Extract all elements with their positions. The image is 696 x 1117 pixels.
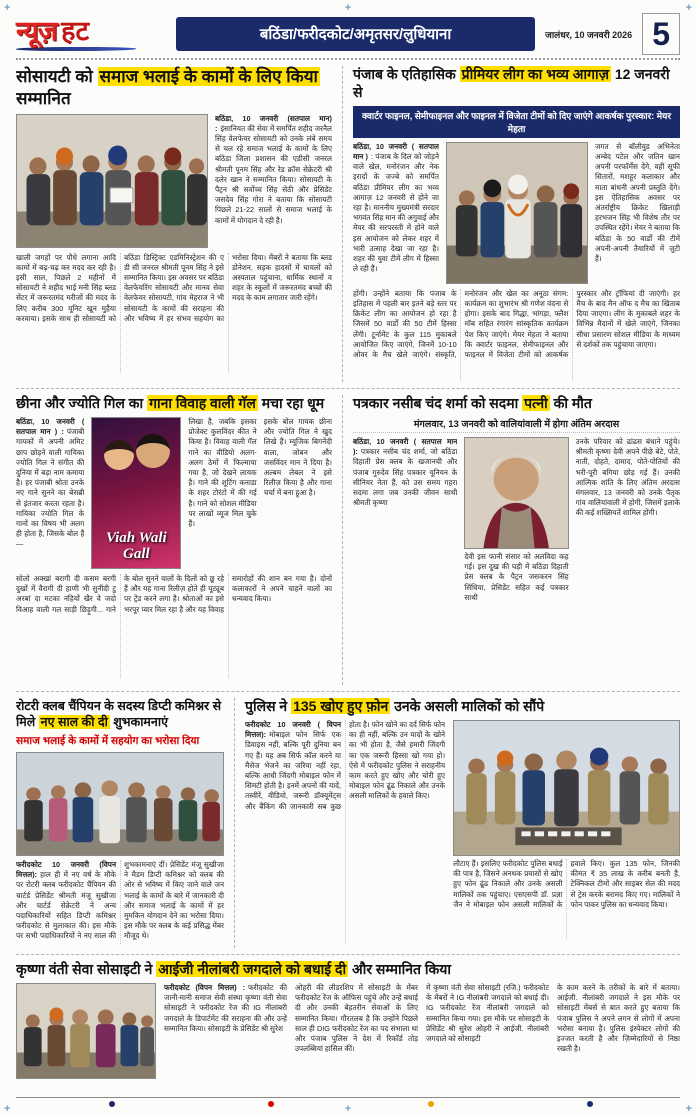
society-ig-photo [16, 983, 156, 1079]
article-column: इसके बोल गायक छीना और ज्योति गिल ने खुद लिखे हैं। म्यूजिक बिगनेंदी वाला, जोबन और जसविंदर मान ने दिया है। अल्बम लेबल ने इसे रिलीज़ किया है और गाना चर्चा में बना हुआ है। [263, 416, 332, 498]
article-society-honored [16, 66, 332, 382]
crop-mark: + [344, 2, 352, 14]
crop-mark: + [4, 2, 11, 14]
article-headline [16, 961, 680, 979]
footer-dot [268, 1101, 274, 1107]
body-text: मोबाइल फोन सिर्फ एक डिवाइस नहीं, बल्कि पूरी दुनिया बन गए हैं। यह अब सिर्फ कॉल करने या मैसेज भेजने का जरिया नहीं रहा, बल्कि आधी जिंदगी मोबाइल फोन में सिमटी होती है। इनमें अपनों की यादें, तस्वीरें, वीडियो, जरूरी डॉक्यूमेंट्स और बैंकिंग की जानकारी सब कुछ होता है। फोन खोने का दर्द सिर्फ फोन का ही नहीं, बल्कि उन यादों के खोने का भी होता है, जैसे हमारी जिंदगी का एक जरूरी हिस्सा खो गया हो। ऐसे में फरीदकोट पुलिस ने सराहनीय काम करते हुए खोए और चोरी हुए मोबाइल फोन ढूंढ निकाले और उनके असली मालिकों के हवाले किए। [245, 719, 446, 811]
article-body: होंगी। उन्होंने बताया कि पंजाब के इतिहास में पहली बार इतने बड़े स्तर पर क्रिकेट लीग का आयोजन हो रहा है जिसमें 50 वार्डों की 50 टीमें हिस्सा लेंगी। टूर्नामेंट के कुल 115 मुकाबले आयोजित किए जाएंगे, जिनमें 10-10 ओवर के मैच खेले जाएंगे। संस्कृति, मनोरंजन और खेल का अनूठा संगम: कार्यक्रम का शुभारंभ श्री गणेश वंदना से होगा। इसके बाद गिद्धा, भांगड़ा, फ्लैश मॉब सहित रंगारंग सांस्कृतिक कार्यक्रम पेश किए जाएंगे। मेयर मेहता ने बताया कि क्वार्टर फाइनल, सेमीफाइनल और फाइनल में विजेता टीमों को आकर्षक पुरस्कार और ट्रॉफियां दी जाएंगी। हर मैच के बाद मैन ऑफ द मैच का खिताब दिया जाएगा। लीग के मुकाबले शहर के विभिन्न मैदानों में खेले जाएंगे, जिनका सीधा प्रसारण सोशल मीडिया के माध्यम से दर्शकों तक पहुंचाया जाएगा। [353, 288, 680, 360]
edition-banner: बठिंडा/फरीदकोट/अमृतसर/लुधियाना [176, 17, 535, 51]
portrait-photo [464, 437, 568, 549]
headline-segment: शुभकामनाएं [109, 715, 168, 729]
byline: बठिंडा, 10 जनवरी ( सतपाल मान ) : [16, 416, 85, 437]
footer-dot [428, 1101, 434, 1107]
song-poster [91, 417, 181, 569]
headline-segment: उनके असली मालिकों को सौंपे [390, 698, 545, 714]
logo-swoosh-decoration [16, 47, 136, 51]
article-column [353, 437, 457, 673]
column-text: फरीदकोट की जानी-मानी समाज सेवी संस्था कृष्णा वंती सेवा सोसाइटी ने फरीदकोट रेंज की IG नीलांबरी जगदाले के डिपार्टमेंट की सराहना की और उन्हें सम्मानित किया। सोसाइटी के प्रेसिडेंट श्री सुरेश [164, 982, 287, 1033]
row-3 [16, 692, 680, 955]
article-body-left [245, 720, 445, 944]
headline-highlight: पत्नी [524, 395, 548, 411]
article-column: उनके परिवार को ढांढस बंधाने पहुंचे। श्रीमती कृष्णा देवी अपने पीछे बेटे, पोते, नाती, दोहते, दामाद, पोते-पोतियों की भरी-पूरी बगिया छोड़ गई हैं। उनकी आत्मिक शांति के लिए अंतिम अरदास मंगलवार, 13 जनवरी को उनके पैतृक गांव वालियांवाली में होगी, जिसमें इलाके की कई शख्सियतें शामिल होंगी। [575, 436, 680, 518]
byline: फरीदकोट (विपन मित्तल) : [164, 982, 246, 992]
lead-text: इंसानियत की सेवा में समर्पित शहीद जरनैल सिंह वेलफेयर सोसायटी को उनके लंबे समय से चल रहे समाज भलाई के कामों के लिए बठिंडा जिला प्रशासन की एडीसी जनरल श्रीमती पूनम सिंह और रेड क्रॉस सेक्रेटरी श्री दलेर खान ने सम्मानित किया। सोसायटी के पैट्रन श्री सर्वोच्च सिंह सेठी और प्रेसिडेंट जसदेव सिंह गोरा ने बताया कि सोसायटी पिछले 21-22 सालों से समाज भलाई के कामों में योगदान दे रही है। [215, 123, 332, 225]
article-body-right: लौटाए हैं। इसलिए फरीदकोट पुलिस बधाई की पात्र है, जिसने अनथक प्रयासों से खोए हुए फोन ढूंढ निकाले और उनके असली मालिकों तक पहुंचाए। एसएसपी डॉ. प्रज्ञा जैन ने मोबाइल फोन असली मालिकों के हवाले किए। कुल 135 फोन, जिनकी कीमत ₹ 35 लाख के करीब बनती है, टेक्निकल टीमों और साइबर सेल की मदद से ट्रेस करके बरामद किए गए। मालिकों ने फोन पाकर पुलिस का धन्यवाद किया। [453, 858, 680, 909]
article-headline [16, 395, 332, 413]
page-number: 5 [642, 13, 680, 55]
rotary-group-photo [16, 752, 224, 856]
headline-segment: छीना और ज्योति गिल का [16, 395, 148, 411]
headline-segment: रोटरी क्लब चैंपियन के सदस्य डिप्टी कमिश्नर से मिले [16, 699, 222, 729]
column-text: पंजाबी गायकों में अपनी अमिट छाप छोड़ने वाली गायिका ज्योति गिल ने संगीत की दुनिया में बड़ा नाम कमाया है। हर पंजाबी श्रोता उनके नए गाने सुनने का बेसब्री से इंतजार करता रहता है। गायिका ज्योति गिल के गानों का विषय भी अलग ही होता है, जिसके बोल हैं— [16, 427, 85, 549]
poster-face-male [136, 434, 170, 468]
byline: बठिंडा, 10 जनवरी ( सतपाल मान ) [353, 141, 439, 162]
group-photo-illustration [17, 753, 223, 855]
crop-mark: + [4, 1103, 11, 1115]
headline-highlight: नए साल की दी [40, 715, 108, 729]
article-krishna-vanti-society [16, 961, 680, 1083]
headline-segment: मचा रहा धूम [257, 395, 325, 411]
group-photo-illustration [17, 115, 207, 247]
headline-segment: सोसायटी को [16, 67, 98, 86]
article-headline [353, 395, 680, 413]
headline-highlight: समाज भलाई के कामों के लिए किया [99, 67, 318, 86]
article-lead-right: जगत से बॉलीवुड अभिनेता अम्बेद पटेल और जतिन खान अपनी परफॉर्मेंस देंगे, वहीं सूफी सितारों, मशहूर कलाकार और माता बांधनी अपनी प्रस्तुति देंगे। इस ऐतिहासिक अवसर पर अंतर्राष्ट्रीय क्रिकेट खिलाड़ी हरभजन सिंह भी विशेष तौर पर उपस्थित रहेंगे। मेयर ने बताया कि बठिंडा के 50 वार्डों की टीमें अपनी-अपनी तैयारियों में जुटी हैं। [595, 141, 680, 264]
byline: फरीदकोट 10 जनवरी ( विपन मित्तल): [245, 719, 342, 740]
article-viah-wali-gall [16, 395, 332, 685]
headline-highlight: गाना विवाह वाली गॅल [149, 395, 256, 411]
police-handover-photo [453, 720, 680, 856]
row-1 [16, 60, 680, 389]
body-text: हाल ही में नए वर्ष के मौके पर रोटरी क्लब फरीदकोट चैंपियन की चार्टर्ड प्रेसिडेंट श्रीमती मंजू सुखीजा और चार्टर्ड सेक्रेटरी ने अन्य पदाधिकारियों सहित डिप्टी कमिश्नर फरीदकोट से मुलाकात की। इस मौके पर सभी पदाधिकारियों ने नए साल की शुभकामनाएं दीं। प्रेसिडेंट मंजू सुखीजा ने मैडम डिप्टी कमिश्नर को क्लब की ओर से भविष्य में किए जाने वाले जन भलाई के कामों के बारे में जानकारी दी और समाज भलाई के कामों में हर मुमकिन योगदान देने का भरोसा दिया। इस मौके पर क्लब के कई प्रसिद्ध मेंबर मौजूद थे। [16, 860, 224, 941]
lead-text: : पंजाब के दिल को जोड़ने वाले खेल, मनोरंजन और नेक इरादों के जज्बे को समर्पित बठिंडा प्रीमियर लीग का भव्य आगाज़ 12 जनवरी से होने जा रहा है। माननीय मुख्यमंत्री सरदार भगवंत सिंह मान की अगुवाई और मेयर की सरपरस्ती में होने वाले इस आयोजन को लेकर शहर में भारी उत्साह देखा जा रहा है। शहर की युवा टीमें लीग में हिस्सा ले रही हैं। [353, 152, 439, 274]
group-photo-illustration [447, 143, 587, 283]
article-subhead: मंगलवार, 13 जनवरी को वालियांवाली में होगा अंतिम अरदास [353, 417, 680, 433]
row-4 [16, 955, 680, 1089]
article-headline [16, 698, 224, 730]
article-column: लिखा है, जबकि इसका प्रोजेक्ट कुलविंदर कीत ने किया है। विवाह वाली गॅल गाने का वीडियो अलग-अलग ठेमों में फिल्माया गया है, जो देखने लायक है। गाने की शूटिंग कनाडा के शहर टोरंटो में की गई है। गाने को सोशल मीडिया पर लाखों व्यूज मिल चुके हैं। [188, 416, 257, 528]
article-premier-league [342, 66, 680, 382]
headline-segment: कृष्णा वंती सेवा सोसाइटी ने [16, 961, 157, 977]
article-body: सोलो अक्खां बरागी दी कसम बरगी दुखों में वैरागी दी हाणी भी सुनींदी टु अरबां दा मटका नहियों खैर वे जदो विआह वाली गल साड़ी छिड़ूगी... गाने के बोल सुनने वालों के दिलों को छू रहे हैं और यह गाना रिलीज़ होते ही यूट्यूब पर ट्रेंड करने लगा है। श्रोताओं का इसे भरपूर प्यार मिल रहा है और यह विवाह समारोहों की शान बन गया है। दोनों कलाकारों ने अपने चाहने वालों का धन्यवाद किया। [16, 573, 332, 614]
headline-segment: पंजाब के एतिहासिक [353, 66, 460, 82]
article-right-section [453, 720, 680, 944]
headline-highlight: आईजी नीलांबरी जगदाले को बधाई दी [158, 961, 347, 977]
article-police-phones [234, 698, 680, 948]
footer-dot [587, 1101, 593, 1107]
headline-segment: पुलिस ने [245, 698, 292, 714]
article-column [464, 437, 568, 673]
crop-mark: + [685, 1103, 692, 1115]
group-photo-illustration [17, 984, 155, 1078]
portrait-illustration [465, 438, 567, 548]
article-headline [16, 66, 332, 110]
article-journalist-wife-death [342, 395, 680, 685]
article-lead [215, 114, 332, 248]
article-column: में कृष्णा वंती सेवा सोसाइटी (रजि.) फरीदकोट के मेंबरों ने IG नीलांबरी जगदाले को बधाई दी। IG फरीदकोट रेंज नीलांबरी जगदाले को सम्मानित किया गया। इस मौके पर सोसाइटी के प्रेसिडेंट श्री सुरेश ओहरी ने आईजी. नीलांबरी जगदाले को सोसाइटी [426, 982, 549, 1043]
article-column [164, 983, 287, 1079]
poster-face-female [104, 440, 134, 470]
byline: फरीदकोट 10 जनवरी (विपन मित्तल): [16, 860, 116, 880]
society-group-photo [16, 114, 208, 248]
article-lead-left [353, 142, 439, 284]
headline-highlight: 135 खोए हुए फ़ोन [293, 698, 389, 714]
logo-word-hut: हट [61, 15, 90, 46]
masthead [16, 14, 680, 60]
headline-segment: और सम्मानित किया [348, 961, 451, 977]
article-subhead: क्वार्टर फाइनल, सेमीफाइनल और फाइनल में विजेता टीमों को दिए जाएंगे आकर्षक पुरस्कार: मेयर मेहता [353, 106, 680, 138]
headline-segment: सम्मानित [16, 88, 71, 108]
article-headline [353, 66, 680, 102]
article-column: ओहरी की लीडरशिप में सोसाइटी के मेंबर फरीदकोट रेंज के ऑफिस पहुंचे और उन्हें बधाई दी और उनकी बेहतरीन सेवाओं के लिए सम्मानित किया। गौरतलब है कि उन्होंने पिछले साल ही DIG फरीदकोट रेंज का पद संभाला था और पंजाब पुलिस ने देश में रिकॉर्ड तोड़ उपलब्धियां हासिल कीं। [295, 982, 418, 1054]
column-text: देवी इस फानी संसार को अलविदा कह गईं। इस दुख की घड़ी में बठिंडा दिहाती प्रेस क्लब के पैट्रन जसकरन सिंह सिंधिया, प्रेसिडेंट सहित कई पत्रकार साथी [464, 551, 569, 602]
crop-mark: + [685, 2, 692, 14]
article-rotary-club [16, 698, 224, 948]
column-text: पत्रकार नसीब चंद शर्मा, जो बठिंडा दिहाती प्रेस क्लब के खजानची और पंजाब गुरुदेव सिंह पत्रकार यूनियन के सीनियर नेता हैं, को उस समय गहरा सदमा लगा जब उनकी जीवन साथी श्रीमती कृष्णा [353, 447, 458, 508]
article-column: के काम करने के तरीकों के बारे में बताया। आईजी. नीलांबरी जगदाले ने इस मौके पर सोसाइटी मेंबर्स से बात करते हुए बताया कि पंजाब पुलिस ने अपने लगन से लोगों में अपना भरोसा बनाया है। पुलिस इंस्पेक्टर लोगों की इज्जत करती है और ज़िम्मेदारियों से निष्ठा रखती है। [557, 982, 680, 1054]
article-subhead: समाज भलाई के कामों में सहयोग का भरोसा दिया [16, 735, 200, 747]
article-column [16, 417, 84, 569]
article-body [16, 860, 224, 944]
byline: बठिंडा, 10 जनवरी (सतपाल मान) : [215, 113, 332, 133]
group-photo-illustration [454, 721, 679, 855]
logo-word-news: न्यूज़ [16, 15, 57, 46]
headline-highlight: प्रीमियर लीग का भव्य आगाज़ [461, 66, 609, 82]
newspaper-logo [16, 15, 166, 51]
headline-segment: 12 जनवरी से [353, 66, 670, 100]
mayor-meeting-photo [446, 142, 588, 284]
dateline: जालंधर, 10 जनवरी 2026 [545, 29, 633, 40]
article-headline [245, 698, 680, 716]
headline-segment: की मौत [549, 395, 592, 411]
row-2 [16, 389, 680, 692]
article-body: खाली जगहों पर पौधे लगाना आदि कामों में बढ़-चढ़ कर मदद कर रही है। इसी साल, पिछले 2 महीनों में सोसायटी ने शहीद भाई मनी सिंह ब्लड सेंटर में जरूरतमंद मरीजों की मदद के लिए करीब 300 यूनिट खून मुहैया करवाया। इसके साथ ही सोसायटी को बठिंडा डिस्ट्रिक्ट एडमिनिस्ट्रेशन की ए डी सी जनरल श्रीमती पूनम सिंह ने इसे सम्मानित किया। इस अवसर पर बठिंडा वेलफेयरिंग सोसायटी और मानव सेवा वेलफेयर सोसायटी, गांव मेहराज ने भी सोसायटी के कामों की सराहना की और भविष्य में हर संभव सहयोग का भरोसा दिया। मेंबरों ने बताया कि ब्लड डोनेशन, सड़क हादसों में घायलों को अस्पताल पहुंचाना, धार्मिक स्थानों व शहर के स्कूलों में जरूरतमंद बच्चों की मदद के काम लगातार जारी रहेंगे। [16, 252, 332, 323]
headline-segment: पत्रकार नसीब चंद शर्मा को सदमा [353, 395, 523, 411]
footer-rule [16, 1097, 680, 1109]
poster-title: Viah Wali Gall [105, 530, 167, 563]
byline: बठिंडा, 10 जनवरी ( सतपाल मान ): [353, 436, 458, 457]
crop-mark: + [344, 1103, 352, 1115]
footer-dot [109, 1101, 115, 1107]
